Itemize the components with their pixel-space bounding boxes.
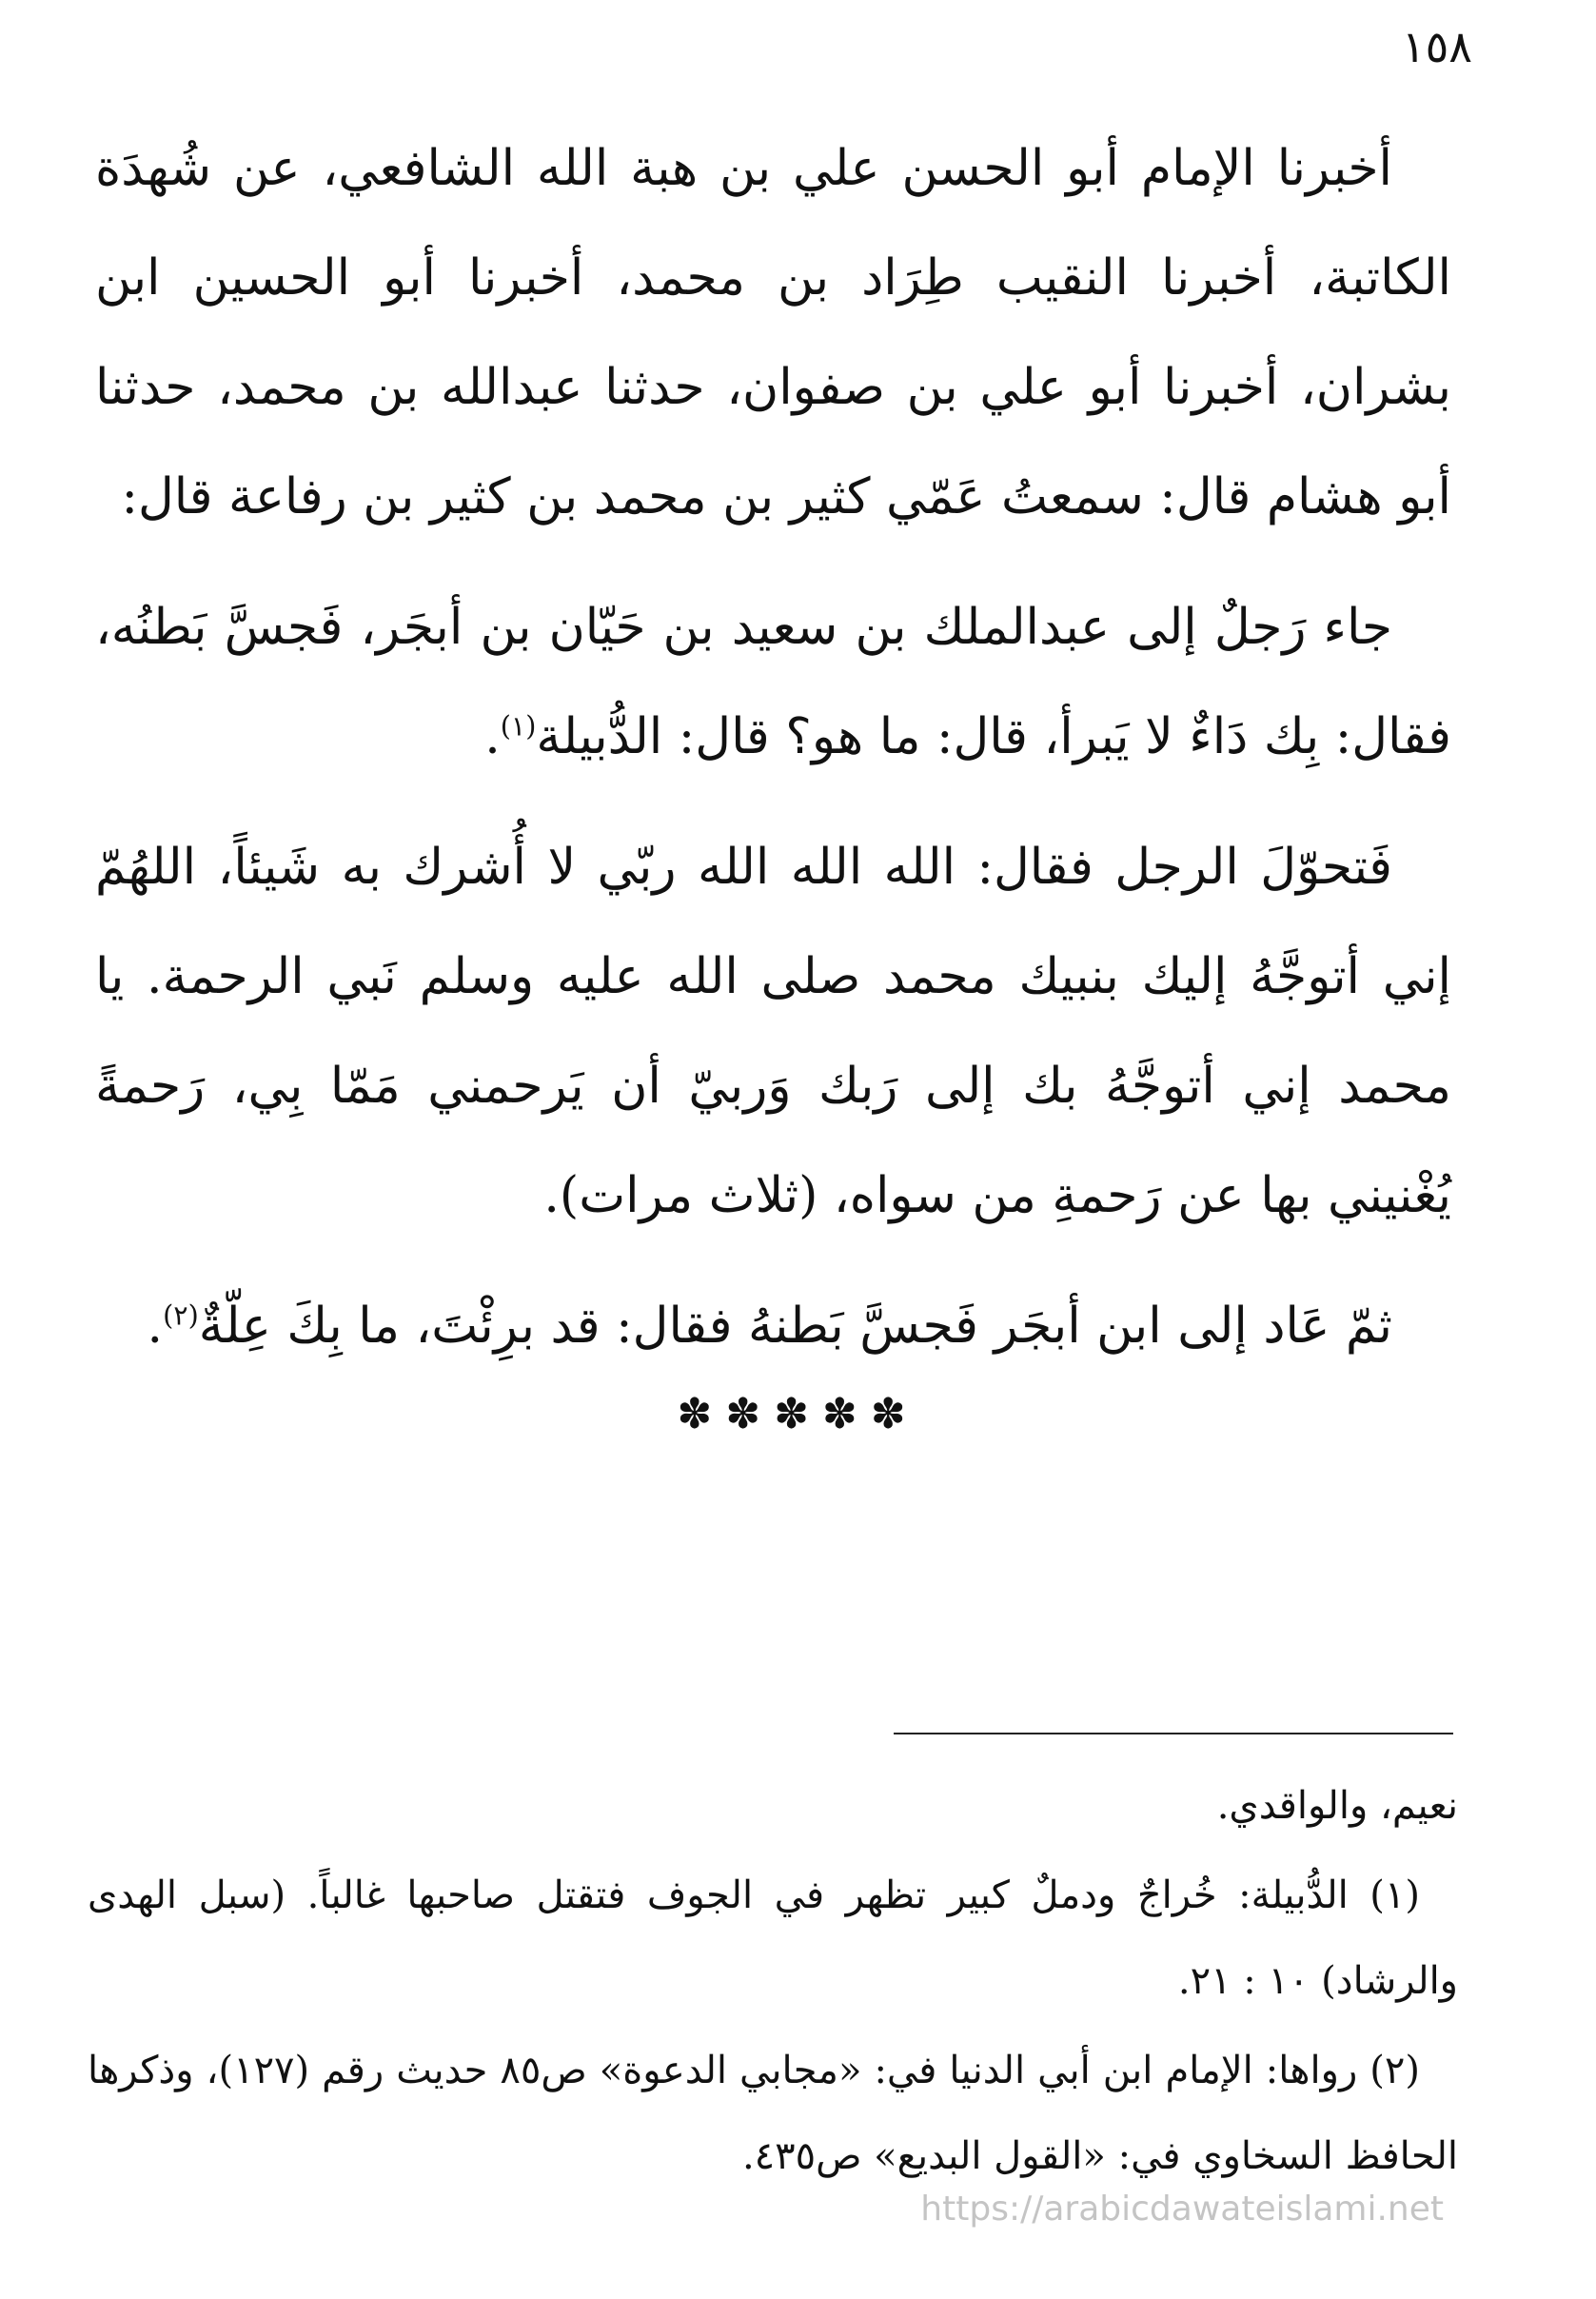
paragraph-tail: .	[484, 708, 501, 765]
paragraph-tail: .	[147, 1298, 164, 1355]
footnote-ref-1[interactable]: (١)	[500, 709, 537, 743]
paragraph-text: فَتحوّلَ الرجل فقال: الله الله الله ربّي لا أُشرك به شَيئاً، اللهُمّ إني أتوجَّهُ إليك بنبيك محمد صلى الله عليه وسلم نَبي الرحمة. يا محمد إني أتوجَّهُ بك إلى رَبك وَربيّ أن يَرحمني مَمّا بِي، رَحمةً يُغْنيني بها عن رَحمةِ من سواه، (ثلاث مرات).	[95, 839, 1451, 1224]
paragraph-text: جاء رَجلٌ إلى عبدالملك بن سعيد بن حَيّان بن أبجَر، فَجسَّ بَطنُه، فقال: بِك دَاءٌ لا يَبرأ، قال: ما هو؟ قال: الدُّبيلة	[95, 599, 1451, 765]
section-separator: ✽✽✽✽✽	[677, 1390, 919, 1438]
paragraph-outcome	[95, 1272, 1451, 1381]
footnote-ref-2[interactable]: (٢)	[163, 1298, 199, 1332]
page-number: ١٥٨	[1401, 21, 1472, 72]
paragraph-text: ثمّ عَاد إلى ابن أبجَر فَجسَّ بَطنهُ فقال: قد برِئْتَ، ما بِكَ عِلّةٌ	[198, 1298, 1392, 1355]
paragraph-supplication	[95, 813, 1451, 1251]
paragraph-isnad	[95, 114, 1451, 552]
paragraph-story	[95, 573, 1451, 792]
footnote-carry-over: نعيم، والواقدي.	[1216, 1784, 1458, 1828]
main-text	[95, 114, 1451, 1402]
footnote-divider	[894, 1733, 1453, 1734]
footnote-1: (١) الدُّبيلة: خُراجٌ ودملٌ كبير تظهر في الجوف فتقتل صاحبها غالباً. (سبل الهدى والرشاد) ١٠ : ٢١.	[88, 1873, 1458, 2003]
watermark-url: https://arabicdawateislami.net	[920, 2190, 1444, 2229]
footnotes	[88, 1763, 1458, 2203]
footnote-2: (٢) رواها: الإمام ابن أبي الدنيا في: «مجابي الدعوة» ص٨٥ حديث رقم (١٢٧)، وذكرها الحافظ السخاوي في: «القول البديع» ص٤٣٥.	[88, 2049, 1458, 2178]
paragraph-text: أخبرنا الإمام أبو الحسن علي بن هبة الله الشافعي، عن شُهدَة الكاتبة، أخبرنا النقيب طِرَاد بن محمد، أخبرنا أبو الحسين ابن بشران، أخبرنا أبو علي بن صفوان، حدثنا عبدالله بن محمد، حدثنا أبو هشام قال: سمعتُ عَمّي كثير بن محمد بن كثير بن رفاعة قال:	[95, 140, 1451, 525]
